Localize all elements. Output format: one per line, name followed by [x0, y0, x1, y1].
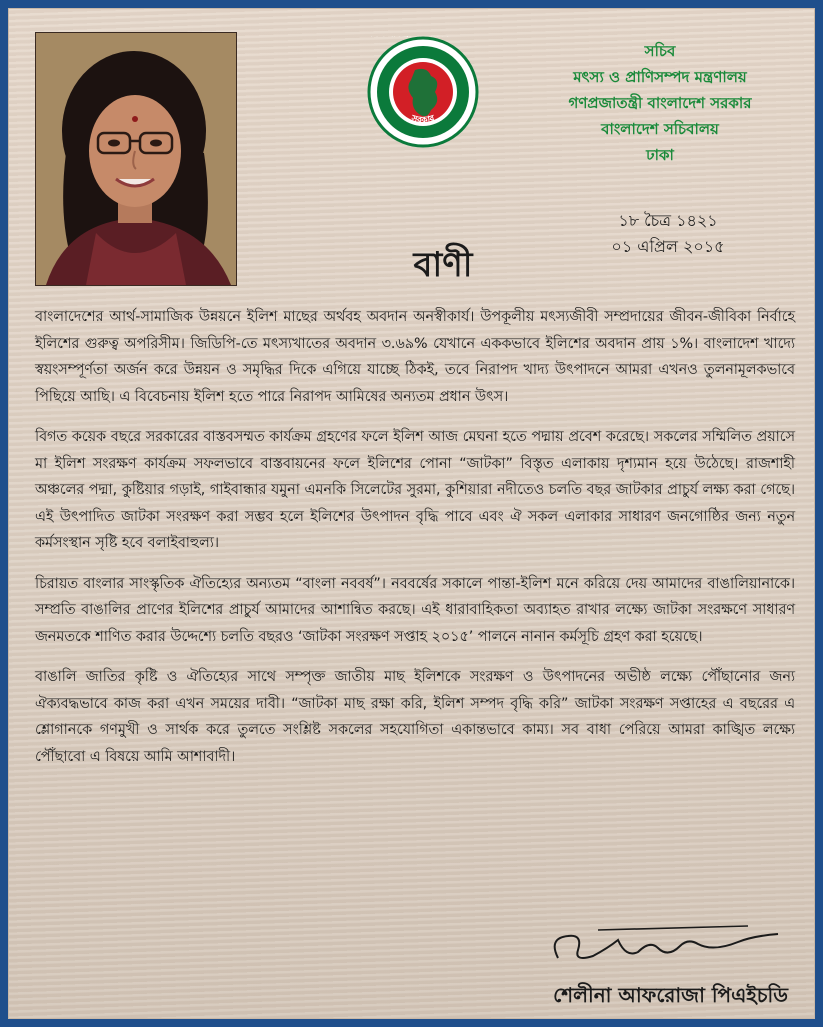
masthead-line-secretariat: বাংলাদেশ সচিবালয় [601, 120, 719, 138]
emblem-ring-text-bottom: সরকার [409, 113, 437, 127]
masthead-line-city: ঢাকা [646, 146, 674, 164]
paragraph-4: বাঙালি জাতির কৃষ্টি ও ঐতিহ্যের সাথে সম্পৃক্ত জাতীয় মাছ ইলিশকে সংরক্ষণ ও উৎপাদনের অভীষ্ঠ লক্ষ্যে পৌঁছানোর জন্য ঐক্যবদ্ধভাবে কাজ করা এখন সময়ের দাবী। “জাটকা মাছ রক্ষা করি, ইলিশ সম্পদ বৃদ্ধি করি” জাটকা সংরক্ষণ সপ্তাহের এ বছরের এ শ্লোগানকে গণমুখী ও সার্থক করে তুলতে সংশ্লিষ্ট সকলের সহযোগিতা একান্তভাবে কাম্য। সব বাধা পেরিয়ে আমরা কাঙ্খিত লক্ষ্যে পৌঁছাবো এ বিষয়ে আমি আশাবাদী। [35, 669, 795, 765]
signature-script: সেলীনা [663, 976, 666, 977]
page-title: বাণী [413, 245, 473, 285]
date-block [568, 208, 768, 260]
handwritten-signature [538, 918, 788, 978]
emblem-ring-text-top [367, 36, 450, 39]
message-body [35, 304, 795, 784]
gregorian-date: ০১ এপ্রিল ২০১৫ [611, 237, 725, 256]
masthead-line-ministry: মৎস্য ও প্রাণিসম্পদ মন্ত্রণালয় [573, 68, 747, 86]
government-emblem [367, 36, 479, 148]
paragraph-1: বাংলাদেশের আর্থ-সামাজিক উন্নয়নে ইলিশ মাছের অর্থবহ অবদান অনস্বীকার্য। উপকূলীয় মৎস্যজীবী সম্প্রদায়ের জীবন-জীবিকা নির্বাহে ইলিশের গুরুত্ব অপরিসীম। জিডিপি-তে মৎস্যখাতের অবদান ৩.৬৯% যেখানে এককভাবে ইলিশের অবদান প্রায় ১%। বাংলাদেশ খাদ্যে স্বয়ংসম্পূর্ণতা অর্জন করে উন্নয়ন ও সমৃদ্ধির দিকে এগিয়ে যাচ্ছে ঠিকই, তবে নিরাপদ খাদ্য উৎপাদনে আমরা এখনও তুলনামূলকভাবে পিছিয়ে আছি। এ বিবেচনায় ইলিশ হতে পারে নিরাপদ আমিষের অন্যতম প্রধান উৎস। [35, 309, 795, 405]
paragraph-3: চিরায়ত বাংলার সাংস্কৃতিক ঐতিহ্যের অন্যতম “বাংলা নববর্ষ”। নববর্ষের সকালে পান্তা-ইলিশ মনে করিয়ে দেয় আমাদের বাঙালিয়ানাকে। সম্প্রতি বাঙালির প্রাণের ইলিশের প্রাচুর্য আমাদের আশান্বিত করছে। এই ধারাবাহিকতা অব্যাহত রাখার লক্ষ্যে জাটকা সংরক্ষণে সাধারণ জনমতকে শাণিত করার উদ্দেশ্যে চলতি বছরও ‘জাটকা সংরক্ষণ সপ্তাহ ২০১৫’ পালনে নানান কর্মসূচি গ্রহণ করা হয়েছে। [35, 575, 795, 645]
masthead [520, 38, 800, 168]
masthead-line-government: গণপ্রজাতন্ত্রী বাংলাদেশ সরকার [568, 94, 752, 112]
portrait-illustration [36, 33, 236, 285]
paragraph-2: বিগত কয়েক বছরে সরকারের বাস্তবসম্মত কার্যক্রম গ্রহণের ফলে ইলিশ আজ মেঘনা হতে পদ্মায় প্রবেশ করেছে। সকলের সম্মিলিত প্রয়াসে মা ইলিশ সংরক্ষণ কার্যক্রম সফলভাবে বাস্তবায়নের ফলে ইলিশের পোনা “জাটকা” বিস্তৃত এলাকায় দৃশ্যমান হয়ে উঠেছে। রাজশাহী অঞ্চলের পদ্মা, কুষ্টিয়ার গড়াই, গাইবান্ধার যমুনা এমনকি সিলেটের সুরমা, কুশিয়ারা নদীতেও চলতি বছর জাটকার প্রাচুর্য লক্ষ্য করা গেছে। এই উৎপাদিত জাটকা সংরক্ষণ করা সম্ভব হলে ইলিশের উৎপাদন বৃদ্ধি পাবে এবং ঐ সকল এলাকার সাধারণ জনগোষ্ঠির জন্য নতুন কর্মসংস্থান সৃষ্টি হবে বলাইবাহুল্য। [35, 429, 795, 551]
message-page [8, 8, 815, 1019]
bengali-date: ১৮ চৈত্র ১৪২১ [618, 211, 718, 230]
portrait-photo [35, 32, 237, 286]
masthead-line-title: সচিব [644, 42, 676, 60]
signer-name: শেলীনা আফরোজা পিএইচডি [553, 983, 788, 1007]
